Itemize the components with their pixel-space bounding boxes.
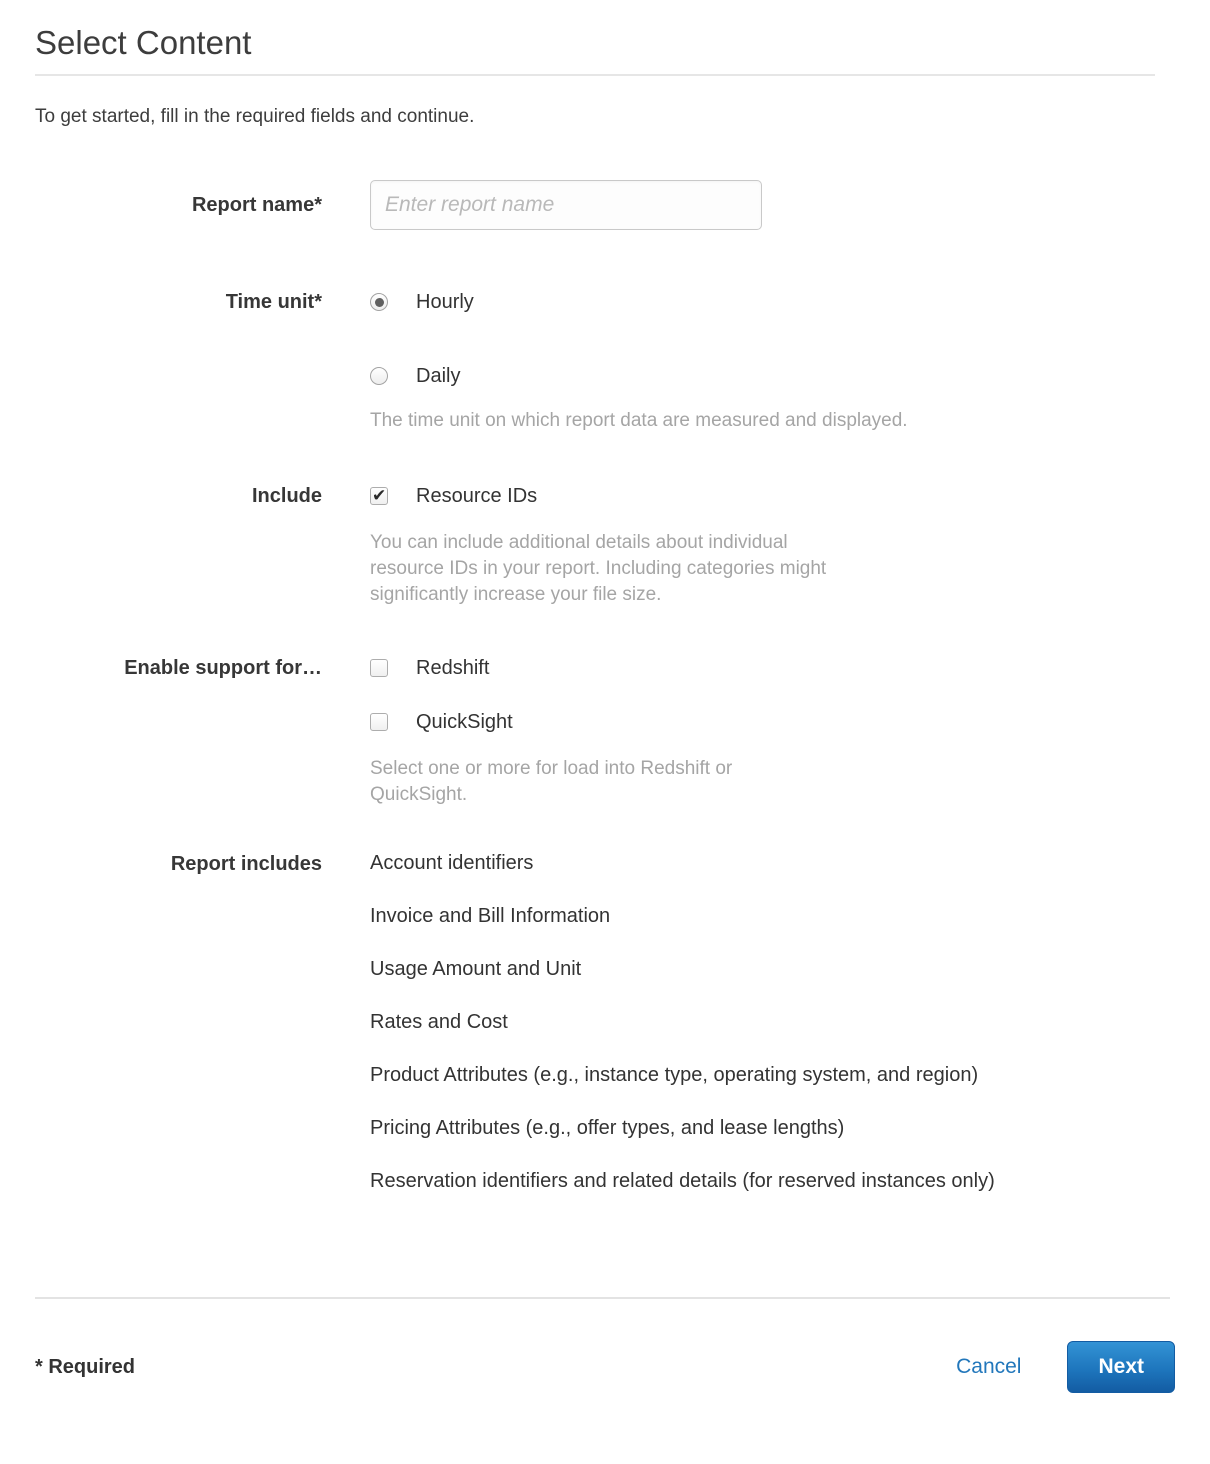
enable-support-row (35, 656, 1175, 808)
time-unit-help-text: The time unit on which report data are measured and displayed. (370, 410, 908, 431)
select-content-page (0, 24, 1210, 1441)
report-includes-label: Report includes (170, 853, 322, 875)
time-unit-option-hourly-label: Hourly (416, 291, 474, 313)
include-help-text: You can include additional details about individual resource IDs in your report. Including categories might significantly increase your file size. (370, 532, 827, 605)
footer-bar (35, 1341, 1175, 1393)
report-name-control (370, 180, 1175, 230)
report-includes-item: Reservation identifiers and related details (for reserved instances only) (370, 1170, 995, 1192)
include-row (35, 484, 1175, 608)
time-unit-control (370, 290, 1175, 434)
include-control (370, 484, 1175, 608)
time-unit-label: Time unit* (225, 291, 322, 313)
report-includes-item: Usage Amount and Unit (370, 958, 582, 980)
report-includes-item: Pricing Attributes (e.g., offer types, and lease lengths) (370, 1117, 845, 1139)
checkbox-quicksight-icon[interactable] (370, 713, 388, 731)
report-content-form (35, 180, 1175, 1193)
footer-actions (956, 1341, 1175, 1393)
enable-support-option-quicksight-label: QuickSight (416, 711, 513, 733)
footer-divider (35, 1297, 1170, 1299)
enable-support-option-redshift[interactable] (370, 656, 1175, 680)
page-title: Select Content (35, 24, 252, 61)
intro-text: To get started, fill in the required fields and continue. (35, 106, 475, 127)
report-includes-item: Rates and Cost (370, 1011, 508, 1033)
report-includes-row (35, 852, 1175, 1193)
report-name-row (35, 180, 1175, 230)
time-unit-option-daily[interactable] (370, 364, 1175, 388)
time-unit-option-daily-label: Daily (416, 365, 461, 387)
enable-support-help-text: Select one or more for load into Redshift or QuickSight. (370, 758, 733, 805)
cancel-link[interactable]: Cancel (956, 1355, 1022, 1378)
enable-support-option-redshift-label: Redshift (416, 657, 490, 679)
include-option-resource-ids[interactable] (370, 484, 1175, 508)
report-includes-item: Account identifiers (370, 852, 534, 874)
next-button[interactable]: Next (1067, 1341, 1175, 1393)
radio-daily-icon[interactable] (370, 367, 388, 385)
report-includes-item: Invoice and Bill Information (370, 905, 611, 927)
required-note: * Required (35, 1355, 136, 1378)
report-name-input[interactable] (370, 180, 762, 230)
include-option-resource-ids-label: Resource IDs (416, 485, 538, 507)
report-includes-list (370, 852, 1175, 1193)
time-unit-row (35, 290, 1175, 434)
time-unit-option-hourly[interactable] (370, 290, 1175, 314)
include-label: Include (251, 485, 322, 507)
report-name-label: Report name* (191, 194, 322, 216)
checkbox-resource-ids-icon[interactable]: ✔ (372, 486, 387, 505)
enable-support-label: Enable support for… (124, 657, 322, 679)
report-includes-item: Product Attributes (e.g., instance type, operating system, and region) (370, 1064, 979, 1086)
radio-hourly-icon[interactable] (370, 293, 388, 311)
checkbox-redshift-icon[interactable] (370, 659, 388, 677)
enable-support-option-quicksight[interactable] (370, 710, 1175, 734)
enable-support-control (370, 656, 1175, 808)
title-divider (35, 74, 1155, 76)
